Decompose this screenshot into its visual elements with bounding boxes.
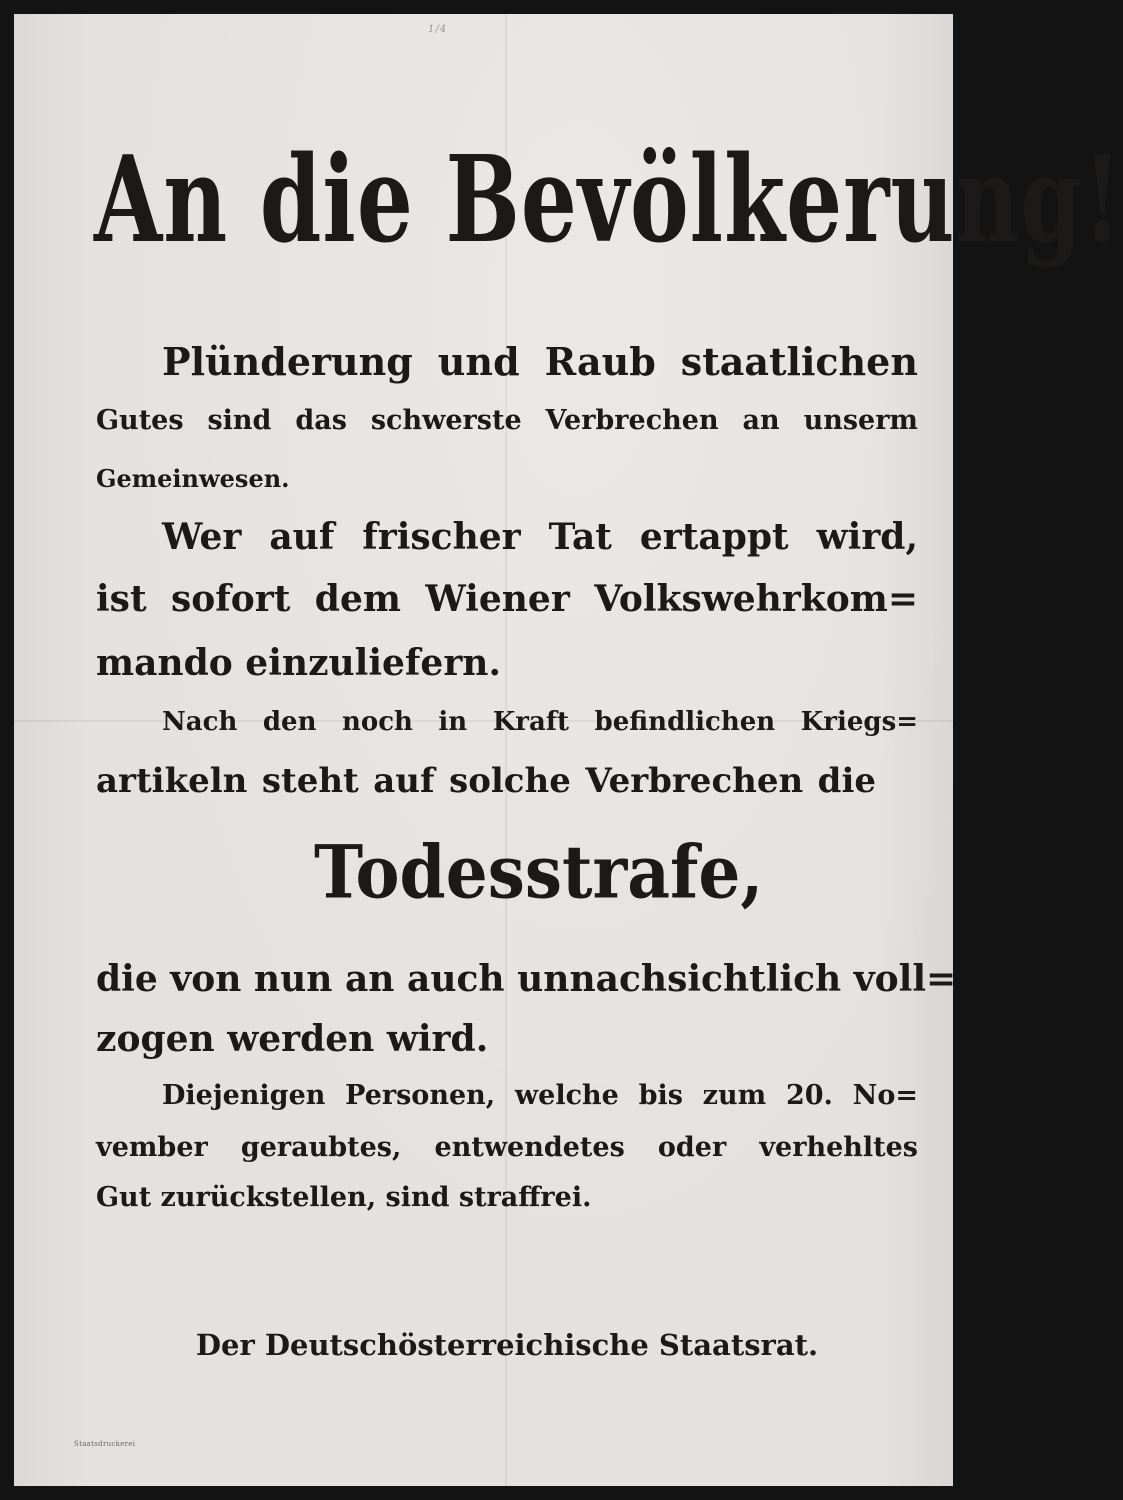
paragraph-1-line-1: Plünderung und Raub staatlichen xyxy=(162,339,918,384)
archive-mark: 1/4 xyxy=(428,24,448,35)
paragraph-2-line-1: Wer auf frischer Tat ertappt wird, xyxy=(162,516,918,558)
paragraph-5-line-3: Gut zurückstellen, sind straffrei. xyxy=(96,1182,592,1213)
penalty-heading: Todesstrafe, xyxy=(314,829,764,915)
paragraph-4-line-2: zogen werden wird. xyxy=(96,1018,489,1060)
paragraph-3-line-1: Nach den noch in Kraft befindlichen Kriegs= xyxy=(162,707,918,737)
paragraph-2-line-3: mando einzuliefern. xyxy=(96,642,501,684)
paragraph-2-line-2: ist sofort dem Wiener Volkswehrkom= xyxy=(96,578,918,620)
paragraph-1-line-2: Gutes sind das schwerste Verbrechen an unserm xyxy=(96,405,918,436)
paragraph-5-line-2: vember geraubtes, entwendetes oder verhehltes xyxy=(96,1132,918,1163)
poster-title: An die Bevölkerung! xyxy=(94,128,1123,270)
printer-mark: Staatsdruckerei xyxy=(74,1440,136,1448)
paragraph-4-line-1: die von nun an auch unnachsichtlich voll= xyxy=(96,958,957,1000)
poster-sheet xyxy=(14,14,1123,1486)
signature: Der Deutschösterreichische Staatsrat. xyxy=(195,1328,819,1362)
paragraph-3-line-2: artikeln steht auf solche Verbrechen die xyxy=(96,761,876,801)
paragraph-1-line-3: Gemeinwesen. xyxy=(96,464,290,493)
paragraph-5-line-1: Diejenigen Personen, welche bis zum 20. No= xyxy=(162,1080,918,1111)
